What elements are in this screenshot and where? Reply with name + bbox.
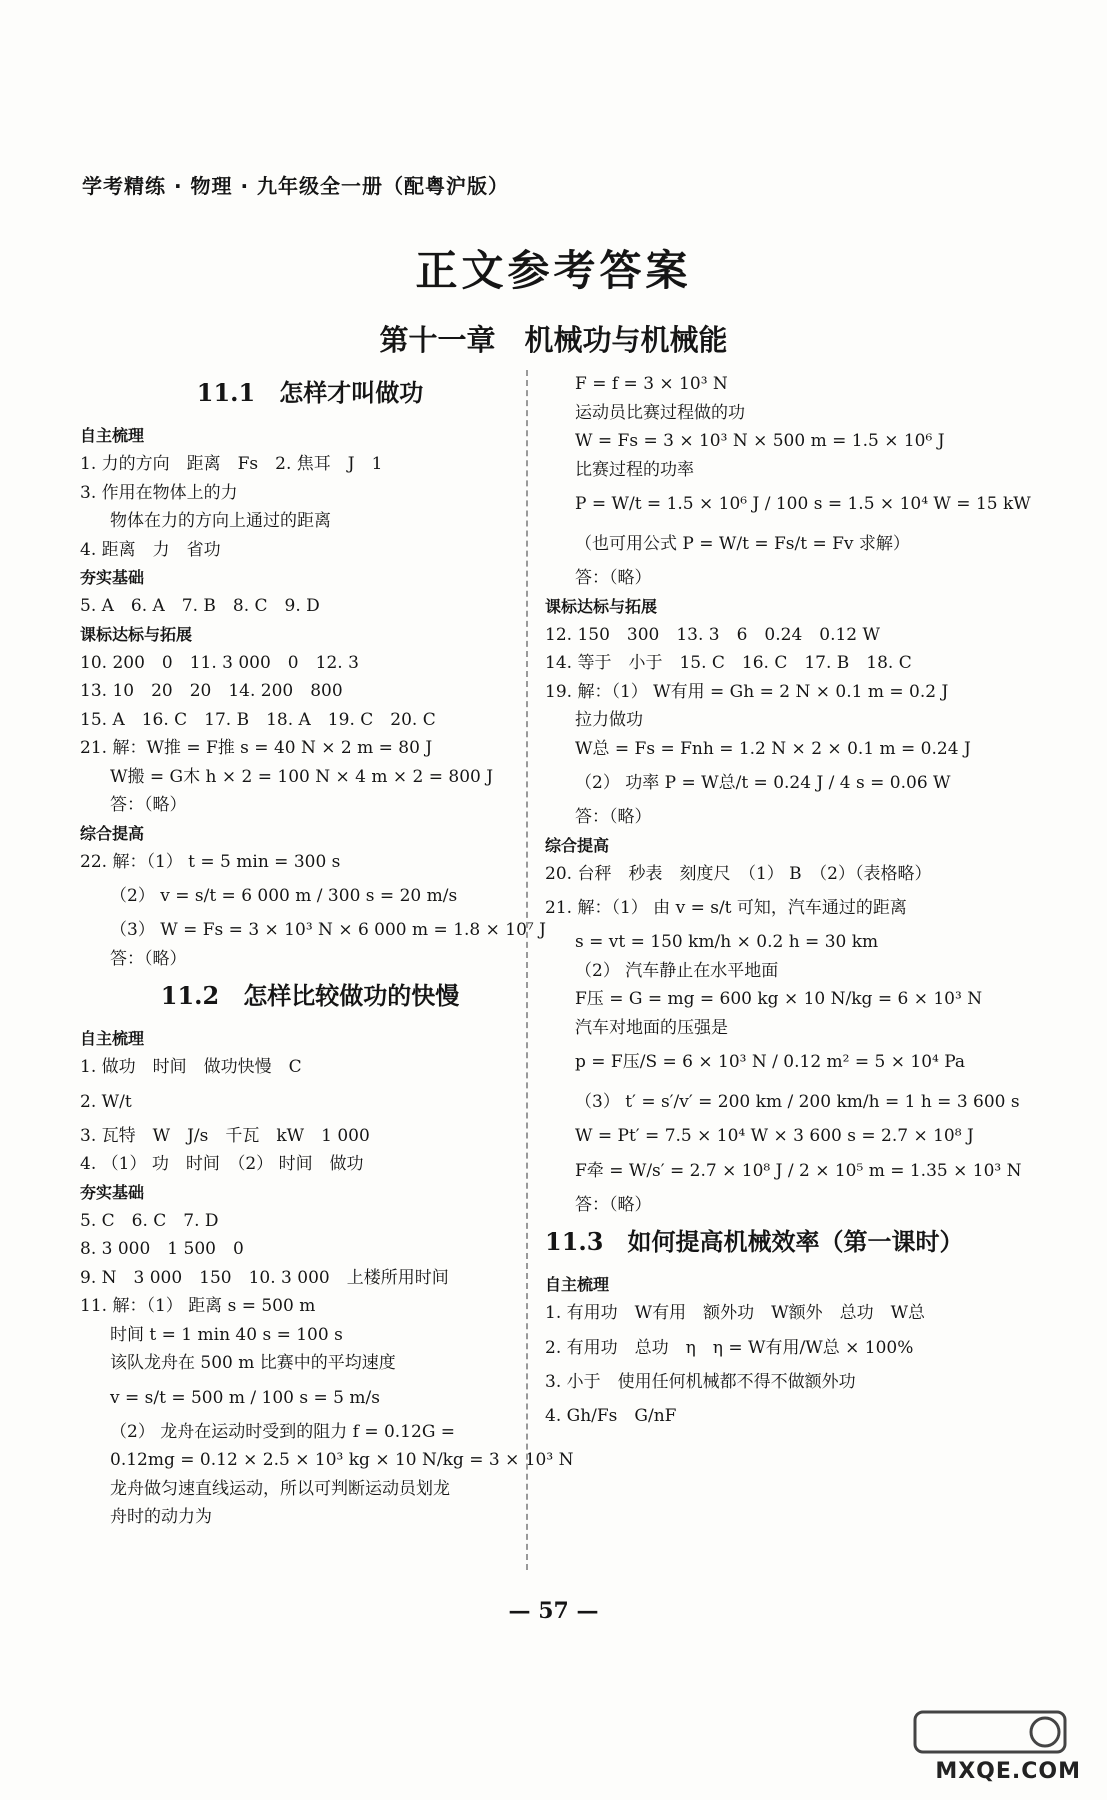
answer-line: 10. 200 0 11. 3 000 0 12. 3 bbox=[80, 652, 359, 673]
answer-line: （也可用公式 P = W/t = Fs/t = Fv 求解） bbox=[575, 534, 910, 554]
answer-line: 19. 解：（1） W有用 = Gh = 2 N × 0.1 m = 0.2 J bbox=[545, 681, 949, 702]
answer-line: 1. 有用功 W有用 额外功 W额外 总功 W总 bbox=[545, 1303, 926, 1323]
subsection-heading: 夯实基础 bbox=[80, 568, 145, 587]
answer-line: F压 = G = mg = 600 kg × 10 N/kg = 6 × 10³ N bbox=[575, 989, 983, 1009]
answer-line: 龙舟做匀速直线运动，所以可判断运动员划龙 bbox=[110, 1478, 450, 1499]
series-title: 学考精练 · 物理 · 九年级全一册（配粤沪版） bbox=[82, 174, 510, 198]
answer-line: 时间 t = 1 min 40 s = 100 s bbox=[110, 1324, 343, 1345]
answer-line: 13. 10 20 20 14. 200 800 bbox=[80, 681, 343, 701]
subsection-heading: 课标达标与拓展 bbox=[545, 596, 658, 616]
answer-line: 21. 解：（1） 由 v = s/t 可知，汽车通过的距离 bbox=[545, 898, 907, 918]
subsection-heading: 自主梳理 bbox=[545, 1275, 610, 1294]
answer-line: 比赛过程的功率 bbox=[575, 459, 694, 480]
answer-line: （2） 汽车静止在水平地面 bbox=[575, 960, 779, 981]
answer-line: 答：（略） bbox=[110, 795, 187, 815]
answer-line: 8. 3 000 1 500 0 bbox=[80, 1239, 244, 1259]
subsection-heading: 综合提高 bbox=[80, 823, 145, 843]
answer-line: 拉力做功 bbox=[575, 710, 643, 730]
page-number: — 57 — bbox=[508, 1598, 599, 1624]
answer-line: W = Fs = 3 × 10³ N × 500 m = 1.5 × 10⁶ J bbox=[575, 431, 945, 451]
answer-line: 答：（略） bbox=[575, 807, 652, 827]
answer-line: 汽车对地面的压强是 bbox=[575, 1017, 728, 1038]
answer-line: 4. Gh/Fs G/nF bbox=[545, 1406, 677, 1426]
answer-line: 2. W/t bbox=[80, 1091, 132, 1112]
answer-line: 21. 解：W推 = F推 s = 40 N × 2 m = 80 J bbox=[80, 738, 433, 758]
answer-line: 物体在力的方向上通过的距离 bbox=[110, 511, 331, 531]
answer-line: 9. N 3 000 150 10. 3 000 上楼所用时间 bbox=[80, 1267, 449, 1288]
answer-line: 答：（略） bbox=[575, 568, 652, 588]
answer-line: 1. 做功 时间 做功快慢 C bbox=[80, 1057, 302, 1077]
answer-line: 3. 瓦特 W J/s 千瓦 kW 1 000 bbox=[80, 1125, 370, 1146]
answer-line: 15. A 16. C 17. B 18. A 19. C 20. C bbox=[80, 709, 436, 730]
answer-line: （2） 龙舟在运动时受到的阻力 f = 0.12G = bbox=[110, 1421, 456, 1442]
answer-line: W搬 = G木 h × 2 = 100 N × 4 m × 2 = 800 J bbox=[110, 766, 494, 787]
answer-line: W = Pt′ = 7.5 × 10⁴ W × 3 600 s = 2.7 × 10⁸ J bbox=[575, 1126, 974, 1146]
right-column bbox=[545, 370, 1031, 1436]
subsection-heading: 夯实基础 bbox=[80, 1182, 145, 1202]
answer-line: 3. 作用在物体上的力 bbox=[80, 482, 238, 503]
left-column bbox=[80, 370, 574, 1532]
answer-line: F = f = 3 × 10³ N bbox=[575, 374, 728, 394]
watermark-text: MXQE.COM bbox=[935, 1759, 1081, 1784]
answer-line: 答：（略） bbox=[110, 948, 187, 969]
answer-line: 0.12mg = 0.12 × 2.5 × 10³ kg × 10 N/kg = 3 × 10³ N bbox=[110, 1450, 574, 1470]
answer-line: （2） v = s/t = 6 000 m / 300 s = 20 m/s bbox=[110, 886, 458, 906]
answer-line: 4. 距离 力 省功 bbox=[80, 539, 221, 560]
answer-line: 该队龙舟在 500 m 比赛中的平均速度 bbox=[110, 1353, 396, 1373]
answer-line: p = F压/S = 6 × 10³ N / 0.12 m² = 5 × 10⁴ Pa bbox=[575, 1052, 966, 1072]
section-title: 11.1 怎样才叫做功 bbox=[196, 378, 424, 407]
answer-line: s = vt = 150 km/h × 0.2 h = 30 km bbox=[575, 932, 879, 952]
answer-line: 1. 力的方向 距离 Fs 2. 焦耳 J 1 bbox=[80, 454, 383, 474]
section-title: 11.3 如何提高机械效率（第一课时） bbox=[545, 1227, 964, 1256]
answer-line: （2） 功率 P = W总/t = 0.24 J / 4 s = 0.06 W bbox=[575, 773, 951, 793]
answer-line: v = s/t = 500 m / 100 s = 5 m/s bbox=[110, 1387, 380, 1408]
chapter-title: 第十一章 机械功与机械能 bbox=[379, 323, 728, 357]
subsection-heading: 综合提高 bbox=[545, 835, 610, 855]
answer-line: 3. 小于 使用任何机械都不得不做额外功 bbox=[545, 1371, 856, 1392]
answer-line: （3） W = Fs = 3 × 10³ N × 6 000 m = 1.8 × 10⁷ J bbox=[110, 920, 546, 940]
answer-line: 运动员比赛过程做的功 bbox=[575, 402, 745, 423]
answer-line: 11. 解：（1） 距离 s = 500 m bbox=[80, 1296, 316, 1316]
section-title: 11.2 怎样比较做功的快慢 bbox=[160, 981, 460, 1010]
subsection-heading: 自主梳理 bbox=[80, 426, 145, 445]
answer-line: 舟时的动力为 bbox=[110, 1507, 212, 1527]
answer-line: 14. 等于 小于 15. C 16. C 17. B 18. C bbox=[545, 653, 912, 673]
answer-line: 2. 有用功 总功 η η = W有用/W总 × 100% bbox=[545, 1337, 914, 1358]
main-title: 正文参考答案 bbox=[415, 246, 692, 295]
subsection-heading: 课标达标与拓展 bbox=[80, 624, 193, 644]
answer-line: 12. 150 300 13. 3 6 0.24 0.12 W bbox=[545, 624, 880, 645]
answer-line: 22. 解：（1） t = 5 min = 300 s bbox=[80, 851, 341, 872]
answer-line: 5. A 6. A 7. B 8. C 9. D bbox=[80, 596, 320, 616]
answer-line: 答：（略） bbox=[575, 1194, 652, 1215]
answer-line: P = W/t = 1.5 × 10⁶ J / 100 s = 1.5 × 10⁴ W = 15 kW bbox=[575, 494, 1031, 514]
subsection-heading: 自主梳理 bbox=[80, 1029, 145, 1048]
answer-line: 5. C 6. C 7. D bbox=[80, 1210, 219, 1231]
answer-line: W总 = Fs = Fnh = 1.2 N × 2 × 0.1 m = 0.24 J bbox=[575, 738, 971, 759]
answer-line: F牵 = W/s′ = 2.7 × 10⁸ J / 2 × 10⁵ m = 1.35 × 10³ N bbox=[575, 1160, 1022, 1181]
answer-line: 4. （1） 功 时间 （2） 时间 做功 bbox=[80, 1154, 364, 1174]
answer-line: （3） t′ = s′/v′ = 200 km / 200 km/h = 1 h = 3 600 s bbox=[575, 1092, 1020, 1112]
answer-line: 20. 台秤 秒表 刻度尺 （1） B （2）（表格略） bbox=[545, 863, 932, 884]
column-divider bbox=[526, 370, 528, 1570]
